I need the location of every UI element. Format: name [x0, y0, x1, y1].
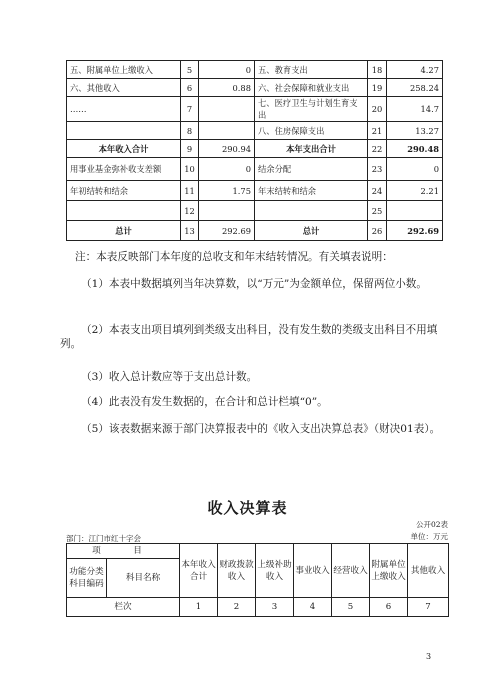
expense-amount-cell: 4.27: [387, 61, 443, 79]
notes-intro-text: 注：本表反映部门本年度的总收支和年末结转情况。有关填表说明：: [75, 251, 393, 263]
col-fiscal: 财政拨款收入: [218, 544, 256, 598]
income-line-number: 9: [181, 140, 199, 158]
income-amount-cell: 0: [199, 158, 255, 181]
expense-item-cell: 六、社会保障和就业支出: [255, 79, 368, 97]
income-item-cell: [67, 122, 181, 140]
col-superior: 上级补助收入: [256, 544, 294, 598]
income-item-cell: 年初结转和结余: [67, 181, 181, 201]
col-number: 2: [218, 598, 256, 617]
form-code: 公开02表: [415, 520, 448, 529]
note-4: [60, 395, 445, 409]
expense-amount-cell: 14.7: [387, 97, 443, 122]
department-label: 部门：江门市红十字会: [66, 534, 141, 543]
note-3: [60, 370, 445, 384]
summary-row: [67, 61, 443, 79]
expense-item-cell: 总计: [255, 221, 368, 241]
expense-line-number: 25: [368, 201, 387, 221]
expense-item-cell: 结余分配: [255, 158, 368, 181]
summary-row: [67, 181, 443, 201]
income-line-number: 8: [181, 122, 199, 140]
col-code: 功能分类科目编码: [67, 559, 107, 598]
expense-amount-cell: 2.21: [387, 181, 443, 201]
expense-item-cell: 八、住房保障支出: [255, 122, 368, 140]
col-operating: 经营收入: [332, 544, 370, 598]
summary-row: [67, 158, 443, 181]
note-5-text: （5）该表数据来源于部门决算报表中的《收入支出决算总表》（财决01表）。: [81, 423, 441, 435]
summary-table-body: [67, 61, 443, 241]
income-table: [66, 543, 449, 617]
income-amount-cell: 292.69: [199, 221, 255, 241]
income-amount-cell: 290.94: [199, 140, 255, 158]
page-number: 3: [426, 652, 432, 661]
col-other: 其他收入: [408, 544, 449, 598]
income-line-number: 12: [181, 201, 199, 221]
header-item: [67, 544, 180, 559]
col-number: 5: [332, 598, 370, 617]
income-item-cell: 用事业基金弥补收支差额: [67, 158, 181, 181]
expense-line-number: 21: [368, 122, 387, 140]
expense-amount-cell: 290.48: [387, 140, 443, 158]
income-item-cell: 本年收入合计: [67, 140, 181, 158]
income-line-number: 11: [181, 181, 199, 201]
income-amount-cell: [199, 122, 255, 140]
col-number: 6: [370, 598, 408, 617]
note-1-text: （1）本表中数据填列当年决算数，以“万元”为金额单位，保留两位小数。: [81, 278, 427, 290]
expense-line-number: 18: [368, 61, 387, 79]
col-total: 本年收入合计: [180, 544, 218, 598]
income-amount-cell: [199, 201, 255, 221]
income-line-number: 7: [181, 97, 199, 122]
income-item-cell: 六、其他收入: [67, 79, 181, 97]
income-table-title: 收入决算表: [207, 499, 288, 517]
col-number: 3: [256, 598, 294, 617]
summary-row: [67, 97, 443, 122]
income-amount-cell: 0.88: [199, 79, 255, 97]
col-number: 7: [408, 598, 449, 617]
col-number: 1: [180, 598, 218, 617]
expense-amount-cell: 292.69: [387, 221, 443, 241]
revenue-expenditure-summary-table: [66, 60, 443, 241]
income-line-number: 5: [181, 61, 199, 79]
notes-intro: [60, 250, 445, 264]
expense-line-number: 23: [368, 158, 387, 181]
expense-item-cell: 五、教育支出: [255, 61, 368, 79]
note-2: [60, 323, 445, 351]
unit-label: 单位：万元: [410, 532, 448, 541]
expense-amount-cell: 13.27: [387, 122, 443, 140]
col-name: 科目名称: [107, 559, 180, 598]
expense-line-number: 22: [368, 140, 387, 158]
income-item-cell: ……: [67, 97, 181, 122]
expense-line-number: 19: [368, 79, 387, 97]
col-number: 4: [294, 598, 332, 617]
row-label: 栏次: [67, 598, 180, 617]
summary-row: [67, 140, 443, 158]
col-business: 事业收入: [294, 544, 332, 598]
col-affiliated: 附属单位上缴收入: [370, 544, 408, 598]
expense-item-cell: 年末结转和结余: [255, 181, 368, 201]
expense-amount-cell: [387, 201, 443, 221]
income-line-number: 13: [181, 221, 199, 241]
income-item-cell: 总计: [67, 221, 181, 241]
expense-amount-cell: 258.24: [387, 79, 443, 97]
income-item-cell: [67, 201, 181, 221]
income-amount-cell: 1.75: [199, 181, 255, 201]
note-3-text: （3）收入总计数应等于支出总计数。: [81, 371, 258, 383]
expense-line-number: 20: [368, 97, 387, 122]
note-4-text: （4）此表没有发生数据的，在合计和总计栏填“0”。: [81, 396, 328, 408]
expense-item-cell: 本年支出合计: [255, 140, 368, 158]
expense-line-number: 26: [368, 221, 387, 241]
income-item-cell: 五、附属单位上缴收入: [67, 61, 181, 79]
note-2-text: （2）本表支出项目填列到类级支出科目，没有发生数的类级支出科目不用填列。: [60, 324, 438, 350]
summary-row: [67, 221, 443, 241]
note-1: [60, 277, 445, 291]
income-amount-cell: [199, 97, 255, 122]
expense-amount-cell: 0: [387, 158, 443, 181]
header-item-text: 项 目: [92, 546, 154, 556]
expense-item-cell: 七、医疗卫生与计划生育支出: [255, 97, 368, 122]
income-line-number: 6: [181, 79, 199, 97]
note-5: [60, 422, 445, 436]
income-amount-cell: 0: [199, 61, 255, 79]
summary-row: [67, 122, 443, 140]
summary-row: [67, 79, 443, 97]
summary-row: [67, 201, 443, 221]
expense-item-cell: [255, 201, 368, 221]
income-line-number: 10: [181, 158, 199, 181]
expense-line-number: 24: [368, 181, 387, 201]
